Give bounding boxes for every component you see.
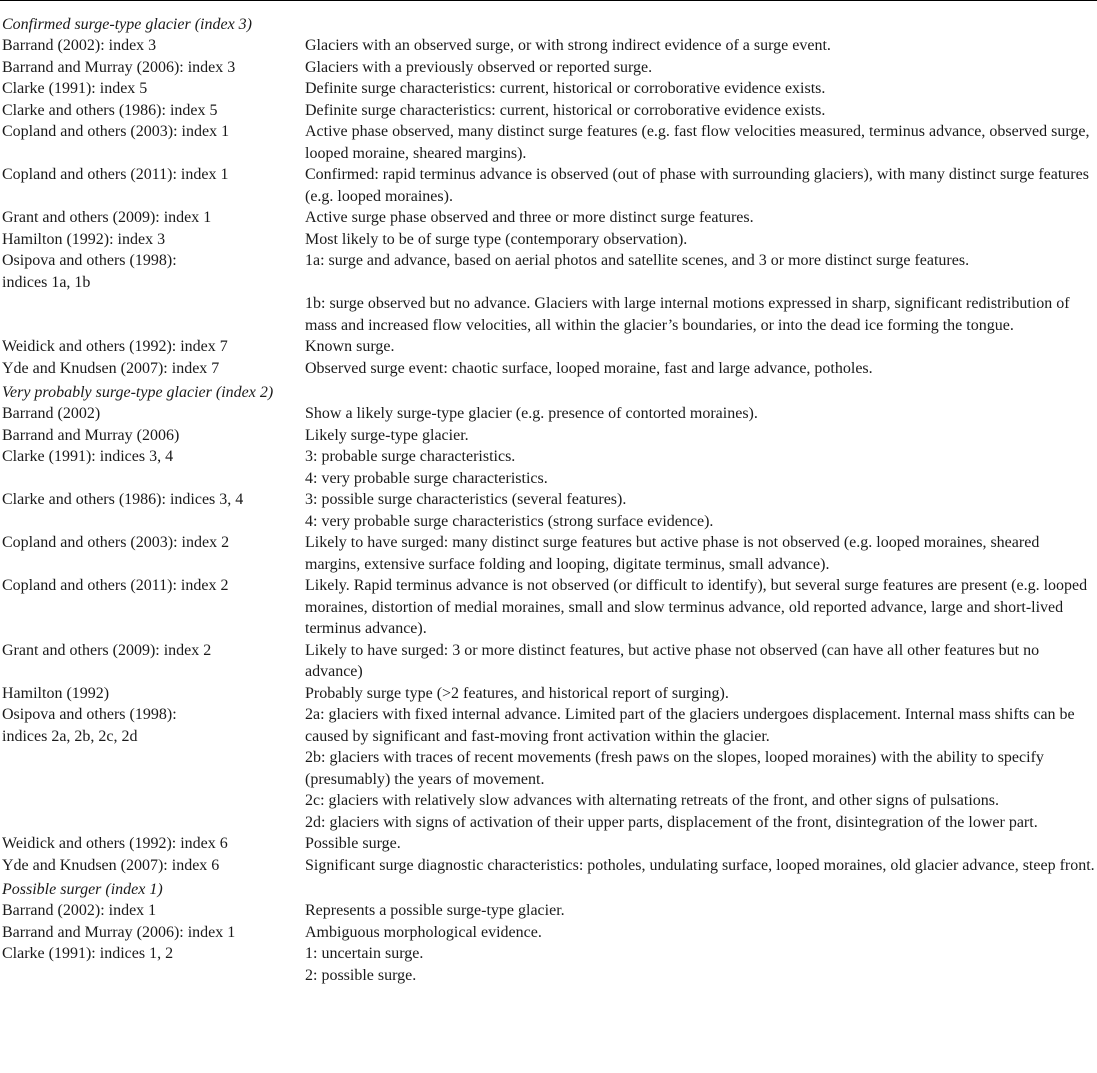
reference-cell: Grant and others (2009): index 2 <box>2 641 212 659</box>
reference-cell: Clarke and others (1986): indices 3, 4 <box>2 491 244 508</box>
table-row <box>2 575 1095 640</box>
reference-cell: Hamilton (1992) <box>2 684 110 702</box>
table-section <box>2 879 1095 986</box>
table-row <box>2 250 1095 336</box>
reference-cell: Grant and others (2009): index 1 <box>2 209 212 226</box>
reference-cell: Barrand (2002) <box>2 405 101 422</box>
table-row <box>2 121 1095 164</box>
reference-cell: Yde and Knudsen (2007): index 7 <box>2 359 220 377</box>
definition-line: 2: possible surge. <box>305 966 417 984</box>
table-section <box>2 14 1095 379</box>
definition-line: Active surge phase observed and three or more distinct surge features. <box>305 209 754 226</box>
definition-line: Likely. Rapid terminus advance is not observed (or difficult to identify), but several surge features are present (e.g. looped moraines, distortion of medial moraines, small and slow terminus advance, old reported advance, large and short-lived terminus advance). <box>305 577 1088 637</box>
reference-cell: Yde and Knudsen (2007): index 6 <box>2 856 220 874</box>
definition-cell <box>305 855 1095 877</box>
reference-cell: Osipova and others (1998): indices 2a, 2b, 2c, 2d <box>2 706 177 745</box>
definition-line: Likely to have surged: many distinct surge features but active phase is not observed (e.g. looped moraines, sheared margins, extensive surface folding and looping, digitate terminus, small advance). <box>305 534 1040 573</box>
definition-line: Ambiguous morphological evidence. <box>305 923 542 941</box>
section-heading: Confirmed surge-type glacier (index 3) <box>2 16 253 33</box>
table-row <box>2 683 1095 705</box>
definition-cell <box>305 336 1095 358</box>
table-row <box>2 855 1095 877</box>
definition-line: Known surge. <box>305 338 395 355</box>
definition-line: Possible surge. <box>305 835 401 852</box>
table-row <box>2 922 1095 944</box>
definition-line: Probably surge type (>2 features, and historical report of surging). <box>305 684 729 702</box>
reference-cell: Clarke and others (1986): index 5 <box>2 101 218 119</box>
reference-cell: Copland and others (2003): index 2 <box>2 534 230 551</box>
definition-line: Likely surge-type glacier. <box>305 426 469 444</box>
definition-cell <box>305 229 1095 251</box>
definition-cell <box>305 922 1095 944</box>
reference-cell: Osipova and others (1998): indices 1a, 1b <box>2 252 177 291</box>
table-row <box>2 57 1095 79</box>
table-row <box>2 532 1095 575</box>
definition-cell <box>305 833 1095 855</box>
reference-cell: Weidick and others (1992): index 7 <box>2 338 228 355</box>
definition-line: Show a likely surge-type glacier (e.g. presence of contorted moraines). <box>305 405 758 422</box>
definition-cell <box>305 35 1095 57</box>
definition-line: 4: very probable surge characteristics. <box>305 469 548 487</box>
reference-cell: Copland and others (2011): index 2 <box>2 577 229 594</box>
definition-line: Glaciers with an observed surge, or with strong indirect evidence of a surge event. <box>305 37 831 54</box>
table-section <box>2 382 1095 876</box>
definition-cell <box>305 403 1095 425</box>
definition-line: Represents a possible surge-type glacier. <box>305 902 565 919</box>
table-row <box>2 425 1095 447</box>
table-row <box>2 358 1095 380</box>
table-row <box>2 35 1095 57</box>
reference-cell: Copland and others (2011): index 1 <box>2 166 229 183</box>
definition-cell <box>305 532 1095 575</box>
table-row <box>2 100 1095 122</box>
reference-cell: Barrand and Murray (2006): index 3 <box>2 58 236 76</box>
definition-cell <box>305 683 1095 705</box>
reference-cell: Clarke (1991): indices 3, 4 <box>2 448 174 465</box>
table-row <box>2 403 1095 425</box>
definition-line: 2c: glaciers with relatively slow advances with alternating retreats of the front, and other signs of pulsations. <box>305 792 1000 809</box>
definition-cell <box>305 425 1095 447</box>
definition-cell <box>305 640 1095 683</box>
reference-cell: Barrand (2002): index 3 <box>2 37 157 54</box>
definition-line: 2d: glaciers with signs of activation of their upper parts, displacement of the front, disintegration of the lower part. <box>305 813 1038 831</box>
table-row <box>2 704 1095 833</box>
table-row <box>2 229 1095 251</box>
definition-line: Definite surge characteristics: current, historical or corroborative evidence exists. <box>305 80 826 97</box>
definition-cell <box>305 446 1095 489</box>
definition-line: 4: very probable surge characteristics (strong surface evidence). <box>305 512 714 530</box>
definition-cell <box>305 207 1095 229</box>
definition-line: 1: uncertain surge. <box>305 945 424 962</box>
reference-cell: Copland and others (2003): index 1 <box>2 123 230 140</box>
section-heading: Very probably surge-type glacier (index 2) <box>2 384 274 401</box>
reference-cell: Clarke (1991): index 5 <box>2 80 148 97</box>
surge-classification-table <box>2 14 1095 989</box>
definition-line: 2a: glaciers with fixed internal advance. Limited part of the glaciers undergoes displacement. Internal mass shifts can be caused by significant and fast-moving front activation within the glacier. <box>305 706 1075 745</box>
definition-line: Active phase observed, many distinct surge features (e.g. fast flow velocities measured, terminus advance, observed surge, looped moraine, sheared margins). <box>305 123 1090 162</box>
definition-line: 2b: glaciers with traces of recent movements (fresh paws on the slopes, looped moraines) with the ability to specify (presumably) the years of movement. <box>305 749 1044 788</box>
definition-line: Likely to have surged: 3 or more distinct features, but active phase not observed (can have all other features but no advance) <box>305 641 1040 680</box>
definition-line: Observed surge event: chaotic surface, looped moraine, fast and large advance, potholes. <box>305 359 873 377</box>
definition-cell <box>305 943 1095 986</box>
definition-cell <box>305 489 1095 532</box>
section-heading: Possible surger (index 1) <box>2 881 163 898</box>
table-top-rule <box>0 0 1097 1</box>
definition-cell <box>305 358 1095 380</box>
table-row <box>2 78 1095 100</box>
definition-line: Definite surge characteristics: current, historical or corroborative evidence exists. <box>305 101 826 119</box>
definition-line: Significant surge diagnostic characteristics: potholes, undulating surface, looped moraines, old glacier advance, steep front. <box>305 856 1095 874</box>
definition-line: Most likely to be of surge type (contemporary observation). <box>305 230 688 248</box>
reference-cell: Weidick and others (1992): index 6 <box>2 835 228 852</box>
definition-line: 1a: surge and advance, based on aerial photos and satellite scenes, and 3 or more distinct surge features. <box>305 252 970 269</box>
definition-cell <box>305 164 1095 207</box>
definition-cell <box>305 575 1095 640</box>
definition-line: 1b: surge observed but no advance. Glaciers with large internal motions expressed in sharp, significant redistribution of mass and increased flow velocities, all within the glacier’s boundaries, or into the dead ice forming the tongue. <box>305 295 1070 334</box>
table-row <box>2 900 1095 922</box>
table-row <box>2 489 1095 532</box>
definition-cell <box>305 704 1095 833</box>
reference-cell: Clarke (1991): indices 1, 2 <box>2 945 174 962</box>
reference-cell: Barrand and Murray (2006): index 1 <box>2 923 236 941</box>
table-row <box>2 164 1095 207</box>
definition-line: Confirmed: rapid terminus advance is observed (out of phase with surrounding glaciers), with many distinct surge features (e.g. looped moraines). <box>305 166 1089 205</box>
reference-cell: Barrand and Murray (2006) <box>2 426 180 444</box>
definition-line: 3: possible surge characteristics (several features). <box>305 491 627 508</box>
table-row <box>2 833 1095 855</box>
table-row <box>2 640 1095 683</box>
definition-line: 3: probable surge characteristics. <box>305 448 516 465</box>
definition-cell <box>305 57 1095 79</box>
definition-line: Glaciers with a previously observed or reported surge. <box>305 58 653 76</box>
table-row <box>2 943 1095 986</box>
table-row <box>2 336 1095 358</box>
reference-cell: Hamilton (1992): index 3 <box>2 230 166 248</box>
definition-cell <box>305 121 1095 164</box>
reference-cell: Barrand (2002): index 1 <box>2 902 157 919</box>
definition-cell <box>305 100 1095 122</box>
table-row <box>2 446 1095 489</box>
definition-cell <box>305 900 1095 922</box>
table-row <box>2 207 1095 229</box>
definition-cell <box>305 250 1095 336</box>
definition-cell <box>305 78 1095 100</box>
